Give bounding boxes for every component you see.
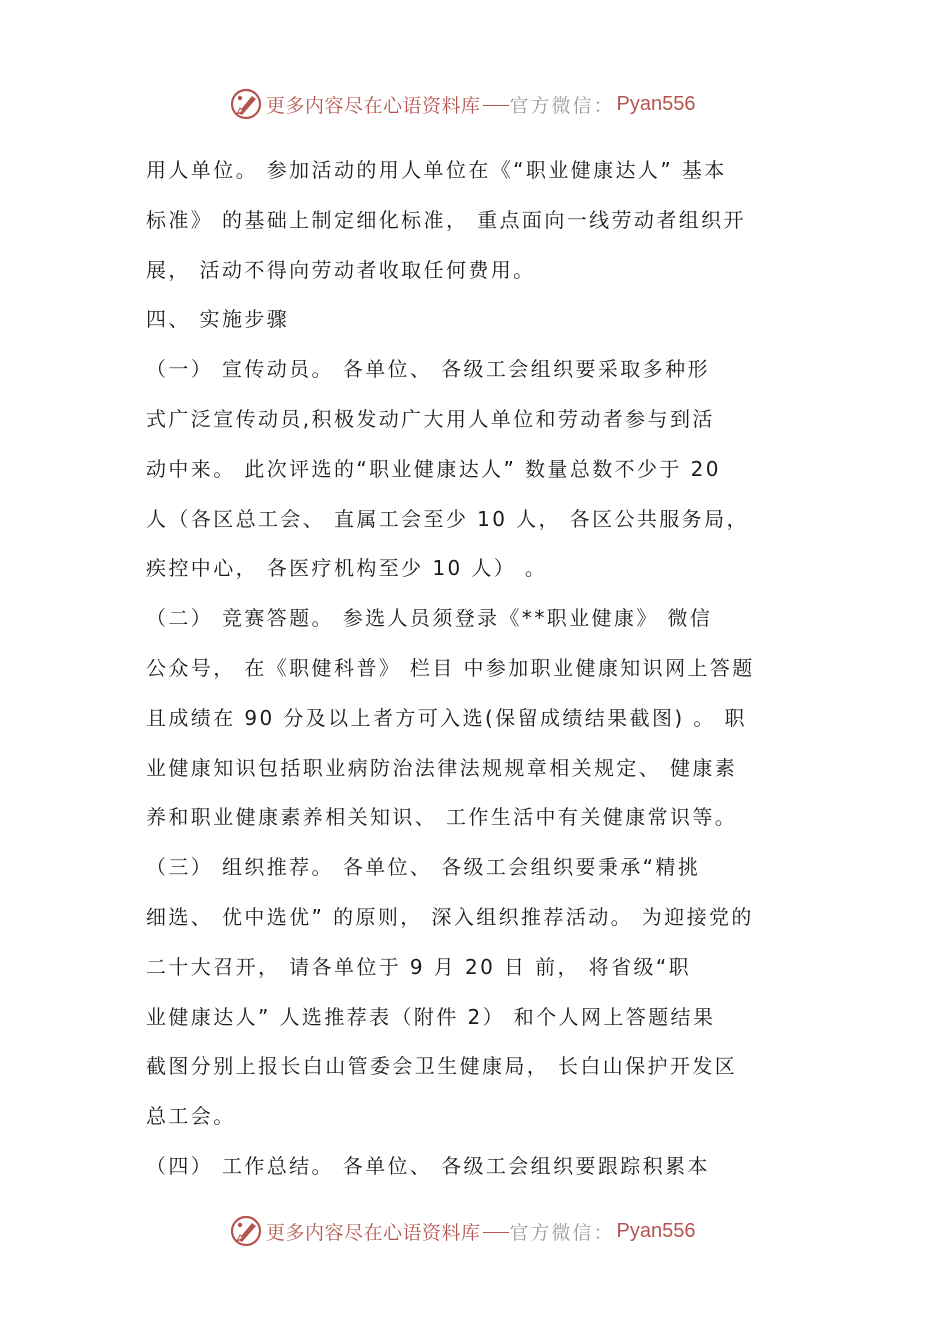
body-line: （一） 宣传动员。 各单位、 各级工会组织要采取多种形	[146, 357, 710, 382]
body-line: （二） 竞赛答题。 参选人员须登录《**职业健康》 微信	[146, 606, 713, 631]
body-line: 业健康达人” 人选推荐表（附件 2） 和个人网上答题结果	[146, 1004, 716, 1029]
body-line: （四） 工作总结。 各单位、 各级工会组织要跟踪积累本	[146, 1153, 710, 1178]
pen-nib-icon	[228, 86, 264, 122]
body-line: 人（各区总工会、 直属工会至少 10 人， 各区公共服务局，	[146, 506, 749, 531]
body-line: （三） 组织推荐。 各单位、 各级工会组织要秉承“精挑	[146, 855, 701, 880]
body-line: 且成绩在 90 分及以上者方可入选(保留成绩结果截图) 。 职	[146, 705, 747, 730]
body-line: 细选、 优中选优” 的原则， 深入组织推荐活动。 为迎接党的	[146, 904, 754, 929]
watermark-brand: 更多内容尽在心语资料库	[266, 1221, 481, 1244]
body-line: 养和职业健康素养相关知识、 工作生活中有关健康常识等。	[146, 805, 738, 830]
body-line: 总工会。	[146, 1104, 236, 1129]
watermark-official-label: 官方微信：	[509, 1221, 615, 1244]
section-heading: 四、 实施步骤	[146, 307, 290, 332]
body-line: 公众号， 在《职健科普》 栏目 中参加职业健康知识网上答题	[146, 655, 755, 680]
document-body	[146, 150, 786, 1196]
body-line: 二十大召开， 请各单位于 9 月 20 日 前， 将省级“职	[146, 954, 692, 979]
watermark-wechat-id: Pyan556	[616, 1219, 696, 1242]
body-line: 业健康知识包括职业病防治法律法规规章相关规定、 健康素	[146, 755, 738, 780]
body-line: 标准》 的基础上制定细化标准， 重点面向一线劳动者组织开	[146, 207, 746, 232]
body-line: 展， 活动不得向劳动者收取任何费用。	[146, 257, 536, 282]
watermark-dash	[483, 105, 509, 106]
watermark-brand: 更多内容尽在心语资料库	[266, 94, 481, 117]
body-line: 用人单位。 参加活动的用人单位在《“职业健康达人” 基本	[146, 158, 727, 182]
body-line: 动中来。 此次评选的“职业健康达人” 数量总数不少于 20	[146, 456, 721, 481]
body-line: 疾控中心， 各医疗机构至少 10 人） 。	[146, 556, 548, 581]
body-line: 式广泛宣传动员,积极发动广大用人单位和劳动者参与到活	[146, 406, 715, 431]
body-line: 截图分别上报长白山管委会卫生健康局， 长白山保护开发区	[146, 1054, 738, 1079]
watermark-dash	[483, 1232, 509, 1233]
watermark-banner-top	[228, 84, 696, 124]
pen-nib-icon	[228, 1213, 264, 1249]
watermark-official-label: 官方微信：	[509, 94, 615, 117]
watermark-wechat-id: Pyan556	[616, 92, 696, 115]
watermark-banner-bottom	[228, 1211, 696, 1251]
